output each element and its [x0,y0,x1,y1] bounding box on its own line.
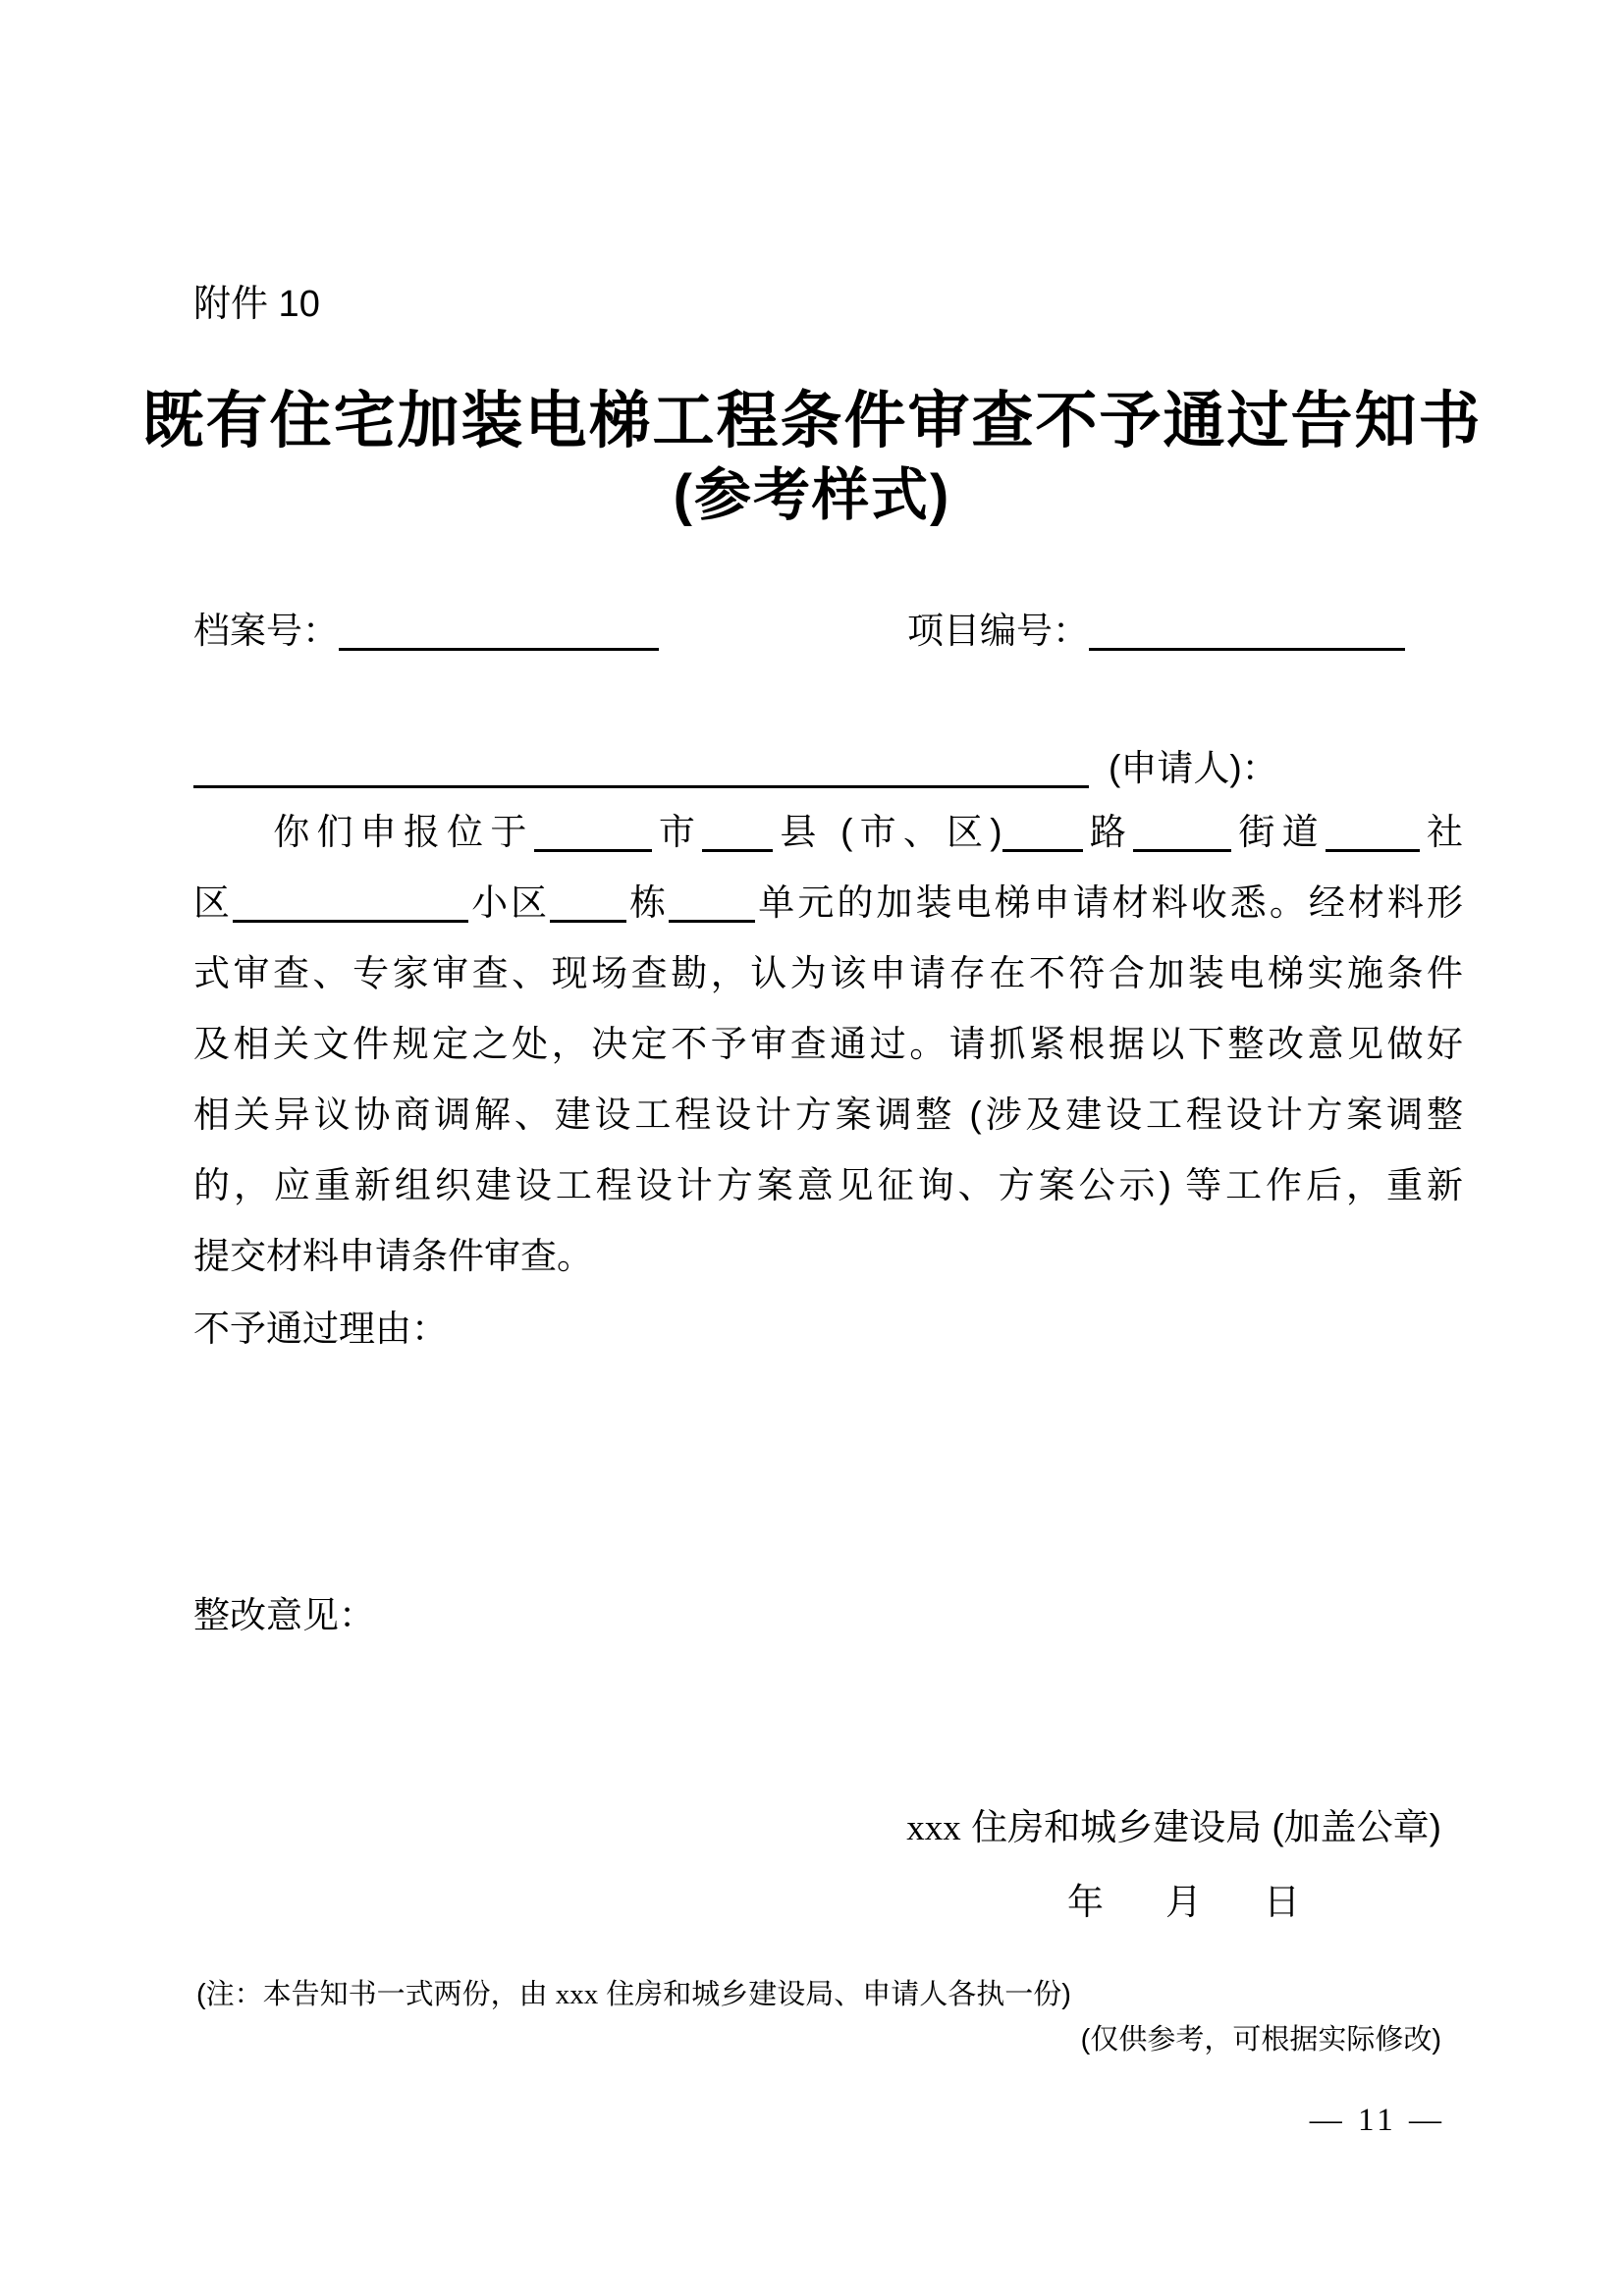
document-subtitle: (参考样式) [673,463,951,527]
body-paragraph [193,797,1463,1292]
document-title: 既有住宅加装电梯工程条件审查不予通过告知书 [141,387,1483,455]
reference-note: (仅供参考，可根据实际修改) [1080,2024,1441,2056]
body-line-4: 及相关文件规定之处，决定不予审查通过。请抓紧根据以下整改意见做好 [193,1024,1463,1064]
body-text: 社 [1419,812,1464,852]
footnote-prefix: (注：本告知书一式两份，由 [196,1979,548,2010]
signature-org [906,1806,1441,1850]
body-text: 小区 [468,882,551,923]
body-text: 街道 [1231,812,1326,852]
blank-field-street [1133,837,1231,852]
body-text: 你们申报位于 [266,812,534,852]
body-line-7: 提交材料申请条件审查。 [193,1236,593,1276]
body-text: 单元的加装电梯申请材料收悉。经材料形 [755,882,1464,923]
org-placeholder-x: xxx [906,1808,961,1848]
body-line-1 [193,797,1463,868]
attachment-label: 附件 10 [193,284,320,325]
footnote-placeholder-x: xxx [555,1979,599,2010]
blank-field-road [1002,837,1083,852]
body-line-2 [193,868,1463,938]
blank-field-building [550,908,626,923]
applicant-row [193,738,1463,791]
file-no-field [193,601,659,654]
body-line-6: 的，应重新组织建设工程设计方案意见征询、方案公示) 等工作后，重新 [193,1165,1463,1205]
meta-row [193,601,1463,652]
footnote-suffix: 住房和城乡建设局、申请人各执一份) [606,1979,1071,2010]
blank-field-city [534,837,652,852]
project-no-blank [1089,636,1405,651]
footnote [196,1977,1071,2012]
body-text: 市 [651,812,703,852]
page-number: — 11 — [1309,2103,1445,2138]
body-line-5: 相关异议协商调解、建设工程设计方案调整 (涉及建设工程设计方案调整 [193,1095,1463,1135]
body-text: 县 (市、区) [773,812,1002,852]
blank-field-community-a [1326,837,1420,852]
org-name: 住房和城乡建设局 (加盖公章) [971,1807,1441,1847]
body-text: 路 [1082,812,1134,852]
file-no-blank [339,636,659,651]
applicant-blank [193,774,1089,788]
body-text: 区 [193,882,234,923]
body-line-3: 式审查、专家审查、现场查勘，认为该申请存在不符合加装电梯实施条件 [193,953,1463,993]
file-no-label: 档案号： [193,611,339,651]
project-no-field [907,601,1405,654]
applicant-label: (申请人)： [1109,748,1278,788]
reason-heading: 不予通过理由： [193,1308,448,1349]
blank-field-unit [669,908,755,923]
blank-field-community-b [233,908,468,923]
rectification-heading: 整改意见： [193,1595,375,1635]
blank-field-county [702,837,773,852]
project-no-label: 项目编号： [907,611,1089,651]
signature-date: 年 月 日 [1067,1882,1313,1922]
body-text: 栋 [626,882,670,923]
